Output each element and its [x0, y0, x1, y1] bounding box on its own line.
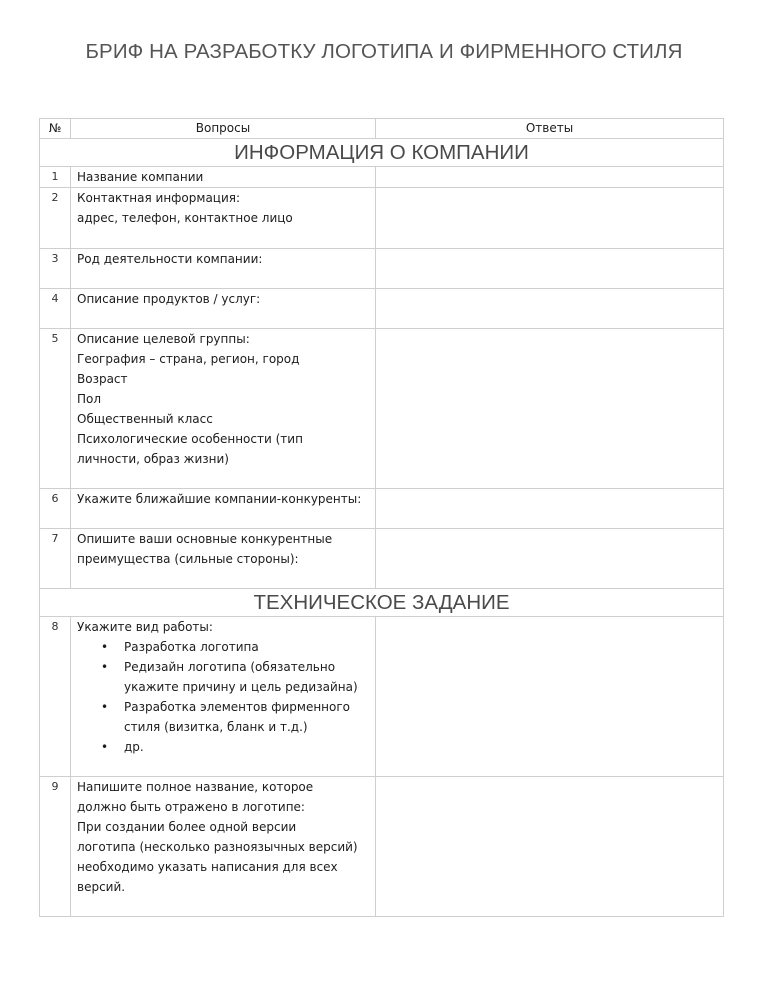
table-row	[40, 289, 724, 329]
list-item	[77, 637, 369, 657]
question-line: Пол	[77, 392, 102, 406]
question-line: должно быть отражено в логотипе:	[77, 800, 305, 814]
section-title: ИНФОРМАЦИЯ О КОМПАНИИ	[40, 139, 724, 167]
question-line: Описание продуктов / услуг:	[77, 292, 261, 306]
question-cell	[71, 329, 376, 489]
answer-cell[interactable]	[376, 289, 724, 329]
answer-cell[interactable]	[376, 489, 724, 529]
answer-cell[interactable]	[376, 329, 724, 489]
list-item-line: • Редизайн логотипа (обязательно	[124, 660, 336, 674]
row-number: 9	[40, 777, 71, 917]
question-line: Напишите полное название, которое	[77, 780, 314, 794]
question-cell	[71, 617, 376, 777]
question-line: Укажите ближайшие компании-конкуренты:	[77, 492, 362, 506]
list-item-line: • Разработка элементов фирменного	[124, 700, 351, 714]
header-questions: Вопросы	[71, 119, 376, 139]
question-line: География – страна, регион, город	[77, 352, 300, 366]
question-line: Возраст	[77, 372, 128, 386]
table-row	[40, 167, 724, 188]
row-number: 6	[40, 489, 71, 529]
question-cell	[71, 489, 376, 529]
document-title: БРИФ НА РАЗРАБОТКУ ЛОГОТИПА И ФИРМЕННОГО СТИЛЯ	[85, 40, 683, 63]
list-item-line: • др.	[124, 740, 144, 754]
question-line: Контактная информация:	[77, 191, 241, 205]
question-line: личности, образ жизни)	[77, 452, 229, 466]
question-line: адрес, телефон, контактное лицо	[77, 211, 293, 225]
answer-cell[interactable]	[376, 167, 724, 188]
header-answers: Ответы	[376, 119, 724, 139]
question-line: Укажите вид работы:	[77, 620, 213, 634]
table-header-row	[40, 119, 724, 139]
answer-cell[interactable]	[376, 249, 724, 289]
question-line: При создании более одной версии	[77, 820, 297, 834]
question-line: Психологические особенности (тип	[77, 432, 303, 446]
table-row	[40, 529, 724, 589]
row-number: 5	[40, 329, 71, 489]
question-line: Род деятельности компании:	[77, 252, 263, 266]
table-row	[40, 329, 724, 489]
list-item	[77, 657, 369, 697]
brief-table	[39, 118, 724, 917]
question-line: необходимо указать написания для всех	[77, 860, 338, 874]
question-line: Общественный класс	[77, 412, 213, 426]
answer-cell[interactable]	[376, 529, 724, 589]
list-item-line: укажите причину и цель редизайна)	[124, 680, 358, 694]
question-cell	[71, 529, 376, 589]
answer-cell[interactable]	[376, 617, 724, 777]
section-row-technical-task	[40, 589, 724, 617]
question-line: логотипа (несколько разноязычных версий)	[77, 840, 358, 854]
header-number: №	[40, 119, 71, 139]
section-row-company-info	[40, 139, 724, 167]
row-number: 2	[40, 188, 71, 249]
question-cell	[71, 188, 376, 249]
list-item-line: стиля (визитка, бланк и т.д.)	[124, 720, 308, 734]
row-number: 1	[40, 167, 71, 188]
row-number: 7	[40, 529, 71, 589]
row-number: 4	[40, 289, 71, 329]
answer-cell[interactable]	[376, 777, 724, 917]
question-line: Название компании	[77, 170, 204, 184]
table-row	[40, 617, 724, 777]
table-row	[40, 249, 724, 289]
table-row	[40, 188, 724, 249]
table-row	[40, 489, 724, 529]
row-number: 3	[40, 249, 71, 289]
question-cell	[71, 777, 376, 917]
work-type-list	[77, 637, 369, 757]
answer-cell[interactable]	[376, 188, 724, 249]
question-cell	[71, 289, 376, 329]
table-row	[40, 777, 724, 917]
question-line: Описание целевой группы:	[77, 332, 250, 346]
list-item	[77, 737, 369, 757]
list-item-line: • Разработка логотипа	[124, 640, 259, 654]
list-item	[77, 697, 369, 737]
question-cell	[71, 167, 376, 188]
question-line: версий.	[77, 880, 126, 894]
section-title: ТЕХНИЧЕСКОЕ ЗАДАНИЕ	[40, 589, 724, 617]
question-line: Опишите ваши основные конкурентные	[77, 532, 333, 546]
row-number: 8	[40, 617, 71, 777]
question-line: преимущества (сильные стороны):	[77, 552, 299, 566]
question-cell	[71, 249, 376, 289]
